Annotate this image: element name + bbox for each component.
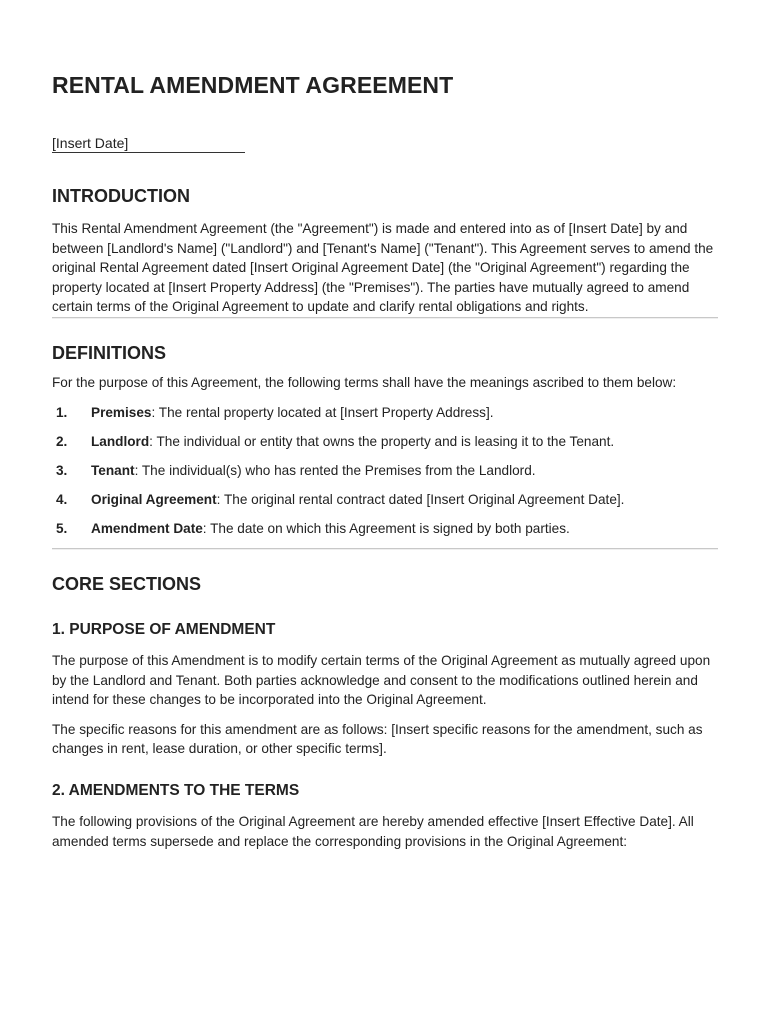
definition-term: Landlord — [91, 433, 150, 449]
definition-desc: : The individual or entity that owns the property and is leasing it to the Tenant. — [149, 433, 615, 449]
definition-desc: : The individual(s) who has rented the Premises from the Landlord. — [134, 462, 536, 478]
definition-term: Amendment Date — [91, 520, 203, 536]
section-divider — [52, 317, 718, 319]
document-title: RENTAL AMENDMENT AGREEMENT — [52, 72, 454, 98]
definition-body — [91, 490, 624, 510]
amendments-heading: 2. AMENDMENTS TO THE TERMS — [52, 782, 300, 799]
definition-term: Tenant — [91, 462, 135, 478]
definitions-intro: For the purpose of this Agreement, the following terms shall have the meanings ascribed to them below: — [52, 374, 677, 390]
definition-body — [91, 403, 494, 423]
definition-term: Premises — [91, 404, 152, 420]
definition-term: Original Agreement — [91, 491, 217, 507]
definition-body — [91, 461, 536, 481]
core-sections-heading: CORE SECTIONS — [52, 574, 202, 595]
definition-number: 5. — [56, 520, 68, 536]
definition-desc: : The rental property located at [Insert Property Address]. — [151, 404, 494, 420]
definition-number: 3. — [56, 462, 68, 478]
definition-item-amendment-date — [52, 519, 718, 539]
purpose-paragraph: The purpose of this Amendment is to modify certain terms of the Original Agreement as mutually agreed upon by the Landlord and Tenant. Both parties acknowledge and consent to the modifications outlined herein and intend for these changes to be incorporated into the Original Agreement. — [52, 653, 711, 708]
definition-desc: : The date on which this Agreement is signed by both parties. — [202, 520, 570, 536]
section-divider — [52, 548, 718, 550]
definitions-heading: DEFINITIONS — [52, 342, 167, 363]
definitions-list — [52, 403, 718, 539]
purpose-reasons-paragraph: The specific reasons for this amendment are as follows: [Insert specific reasons for the amendment, such as changes in rent, lease duration, or other specific terms]. — [52, 721, 703, 757]
definition-body — [91, 519, 570, 539]
definition-number: 1. — [56, 404, 68, 420]
definition-item-premises — [52, 403, 718, 423]
purpose-heading: 1. PURPOSE OF AMENDMENT — [52, 621, 276, 639]
amendments-paragraph: The following provisions of the Original Agreement are hereby amended effective [Insert Effective Date]. All amended terms supersede and replace the corresponding provisions in the Original Agreement: — [52, 814, 694, 849]
definition-desc: : The original rental contract dated [Insert Original Agreement Date]. — [216, 491, 625, 507]
definition-number: 4. — [56, 491, 68, 507]
introduction-heading: INTRODUCTION — [52, 186, 190, 206]
definition-number: 2. — [56, 433, 68, 449]
definition-item-tenant — [52, 461, 718, 481]
definition-body — [91, 432, 614, 452]
definition-item-landlord — [52, 432, 718, 452]
date-placeholder: [Insert Date] — [52, 135, 245, 153]
definition-item-original-agreement — [52, 490, 718, 510]
introduction-text: This Rental Amendment Agreement (the "Agreement") is made and entered into as of [Insert Date] by and between [Landlord's Name] ("Landlord") and [Tenant's Name] ("Tenant"). This Agreement serves to amend the original Rental Agreement dated [Insert Original Agreement Date] (the "Original Agreement") regarding the property located at [Insert Property Address] (the "Premises"). The parties have mutually agreed to amend certain terms of the Original Agreement to update and clarify rental obligations and rights. — [52, 221, 714, 315]
